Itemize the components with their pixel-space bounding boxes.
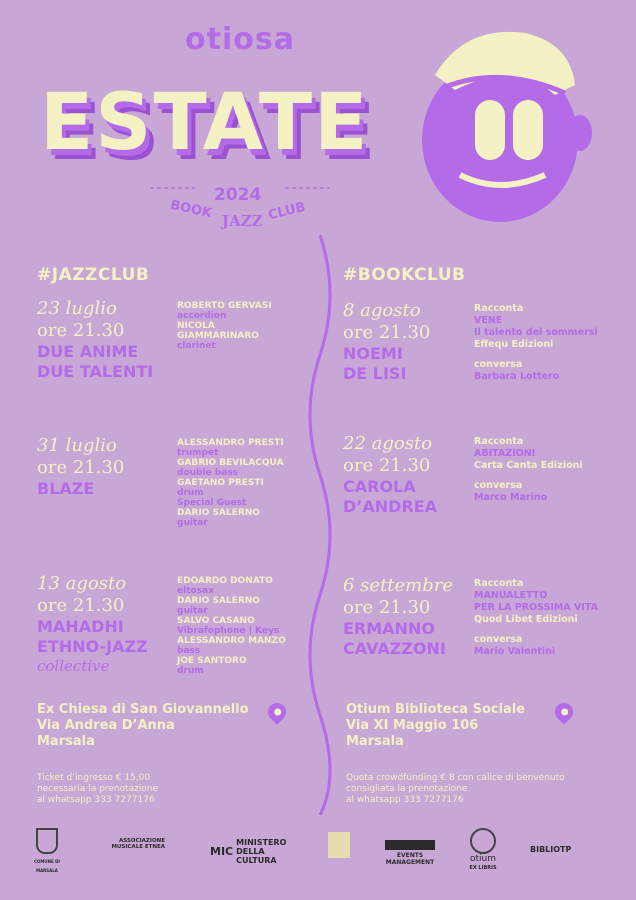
detail-line: Effequ Edizioni — [474, 339, 554, 350]
detail-line — [474, 472, 624, 480]
credit-line: JOE SANTORO — [177, 656, 247, 666]
event-date: 6 settembre — [343, 575, 454, 596]
event-date: 23 luglio — [37, 298, 117, 319]
jazz-venue — [37, 702, 249, 750]
book-venue — [346, 702, 525, 750]
credit-line: guitar — [177, 518, 208, 528]
logo-text: MIC — [210, 845, 234, 858]
subtitle-book: BOOK — [168, 197, 214, 222]
book-heading: #BOOKCLUB — [343, 265, 466, 285]
event-time: ore 21.30 — [37, 320, 125, 341]
center-divider — [290, 235, 350, 815]
credit-line: ROBERTO GERVASI — [177, 301, 272, 311]
detail-line: Barbara Lottero — [474, 371, 560, 382]
event-title: NOEMI — [343, 344, 403, 363]
credit-line: eltosax — [177, 586, 214, 596]
event-title: DUE ANIME — [37, 342, 139, 361]
detail-line: MANUALETTO — [474, 590, 548, 601]
logo-bibliotp — [530, 845, 600, 854]
logo-text: EVENTS — [396, 852, 424, 859]
credit-line: guitar — [177, 606, 208, 616]
credit-line: SALVO CASANO — [177, 616, 255, 626]
jazz-info-line: Ticket d’ingresso € 15,00 — [37, 773, 151, 783]
event-title: CAVAZZONI — [343, 639, 446, 658]
logo-text: ASSOCIAZIONE MUSICALE ETNEA — [111, 838, 165, 850]
logo-otium-ex-libris — [458, 828, 508, 873]
logo-text: otium — [469, 854, 496, 864]
jazz-venue-line: Via Andrea D’Anna — [37, 718, 175, 733]
credit-line: accordion — [177, 311, 227, 321]
detail-line: ABITAZIONI — [474, 448, 536, 459]
book-details — [474, 578, 624, 658]
credit-line: ALESSANDRO MANZO — [177, 636, 286, 646]
event-title: D’ANDREA — [343, 497, 438, 516]
logo-text: BIBLIOTP — [530, 845, 572, 854]
jazz-credits — [177, 576, 287, 676]
mascot-illustration — [405, 15, 595, 225]
book-details — [474, 436, 624, 504]
subtitle-jazz: JAZZ — [222, 212, 263, 230]
credit-line: Special Guest — [177, 498, 247, 508]
jazz-info — [37, 773, 158, 806]
book-info-line: consigliata la prenotazione — [346, 784, 468, 794]
event-date: 13 agosto — [37, 573, 127, 594]
detail-line: Marco Marino — [474, 492, 548, 503]
book-event — [343, 300, 468, 384]
credit-line: trumpet — [177, 448, 219, 458]
logo-text: MANAGEMENT — [385, 859, 435, 866]
event-date: 22 agosto — [343, 433, 433, 454]
jazz-info-line: necessaria la prenotazione — [37, 784, 159, 794]
main-title: ESTATE — [40, 78, 370, 168]
credit-line: bass — [177, 646, 201, 656]
event-title: DE LISI — [343, 364, 407, 383]
credit-line: drum — [177, 666, 204, 676]
event-title: ERMANNO — [343, 619, 435, 638]
detail-line — [474, 351, 624, 359]
logo-text: CULTURA — [236, 856, 277, 865]
credit-line: NICOLA GIAMMARINARO — [177, 321, 259, 341]
location-pin-icon — [551, 699, 576, 724]
credit-line: GAETANO PRESTI — [177, 478, 264, 488]
logo-comune-marsala — [32, 828, 62, 875]
event-time: ore 21.30 — [37, 595, 125, 616]
jazz-heading: #JAZZCLUB — [37, 265, 150, 285]
book-info-line: al whatsapp 333 7277176 — [346, 795, 464, 805]
credit-line: DARIO SALERNO — [177, 508, 260, 518]
event-title: BLAZE — [37, 479, 95, 498]
event-time: ore 21.30 — [343, 597, 431, 618]
book-details — [474, 303, 624, 383]
event-date: 31 luglio — [37, 435, 117, 456]
jazz-venue-line: Marsala — [37, 734, 95, 749]
detail-line: VENE — [474, 315, 503, 326]
book-event — [343, 575, 468, 659]
credit-line: double bass — [177, 468, 239, 478]
detail-line: conversa — [474, 480, 523, 491]
detail-line — [474, 626, 624, 634]
book-info-line: Quota crowdfunding € 8 con calice di benvenuto — [346, 773, 565, 783]
logo-text: EX LIBRIS — [469, 865, 497, 871]
book-venue-line: Marsala — [346, 734, 404, 749]
logo-text: DELLA — [236, 847, 265, 856]
year: 2024 — [214, 185, 262, 205]
jazz-credits — [177, 301, 287, 351]
jazz-credits — [177, 438, 287, 528]
logo-text: COMUNE DI MARSALA — [34, 859, 60, 873]
event-title: CAROLA — [343, 477, 416, 496]
credit-line: clarinet — [177, 341, 216, 351]
detail-line: Quod Libet Edizioni — [474, 614, 578, 625]
event-time: ore 21.30 — [343, 455, 431, 476]
detail-line: Racconta — [474, 436, 524, 447]
logo-associazione-musicale-etnea — [103, 838, 165, 850]
jazz-event — [37, 573, 172, 675]
jazz-venue-line: Ex Chiesa di San Giovannello — [37, 702, 249, 717]
credit-line: DARIO SALERNO — [177, 596, 260, 606]
event-title: DUE TALENTI — [37, 362, 154, 381]
event-title: ETHNO-JAZZ — [37, 637, 148, 656]
event-time: ore 21.30 — [37, 457, 125, 478]
event-title: MAHADHI — [37, 617, 124, 636]
detail-line: conversa — [474, 634, 523, 645]
subtitle-club: CLUB — [266, 199, 308, 224]
location-pin-icon — [264, 699, 289, 724]
logo-text: MINISTERO — [236, 838, 287, 847]
book-venue-line: Otium Biblioteca Sociale — [346, 702, 526, 717]
book-event — [343, 433, 468, 517]
detail-line: Il talento dei sommersi — [474, 327, 598, 338]
detail-line: Racconta — [474, 578, 524, 589]
credit-line: drum — [177, 488, 204, 498]
logo-ministero-cultura — [210, 838, 290, 865]
credit-line: Vibrafophone | Keys — [177, 626, 280, 636]
detail-line: conversa — [474, 359, 523, 370]
detail-line: Carta Canta Edizioni — [474, 460, 583, 471]
logo-events-management — [385, 840, 435, 866]
credit-line: GABRIO BEVILACQUA — [177, 458, 284, 468]
detail-line: Mario Valentini — [474, 646, 556, 657]
detail-line: Racconta — [474, 303, 524, 314]
brand-name: otiosa — [185, 22, 295, 57]
credit-line: ALESSANDRO PRESTI — [177, 438, 284, 448]
jazz-event — [37, 435, 172, 499]
book-info — [346, 773, 565, 806]
jazz-info-line: al whatsapp 333 7277176 — [37, 795, 155, 805]
logo-regione — [328, 832, 350, 858]
event-time: ore 21.30 — [343, 322, 431, 343]
event-title: collective — [37, 657, 110, 675]
credit-line: EDOARDO DONATO — [177, 576, 273, 586]
book-venue-line: Via XI Maggio 106 — [346, 718, 479, 733]
detail-line: PER LA PROSSIMA VITA — [474, 602, 599, 613]
jazz-event — [37, 298, 172, 382]
event-date: 8 agosto — [343, 300, 421, 321]
